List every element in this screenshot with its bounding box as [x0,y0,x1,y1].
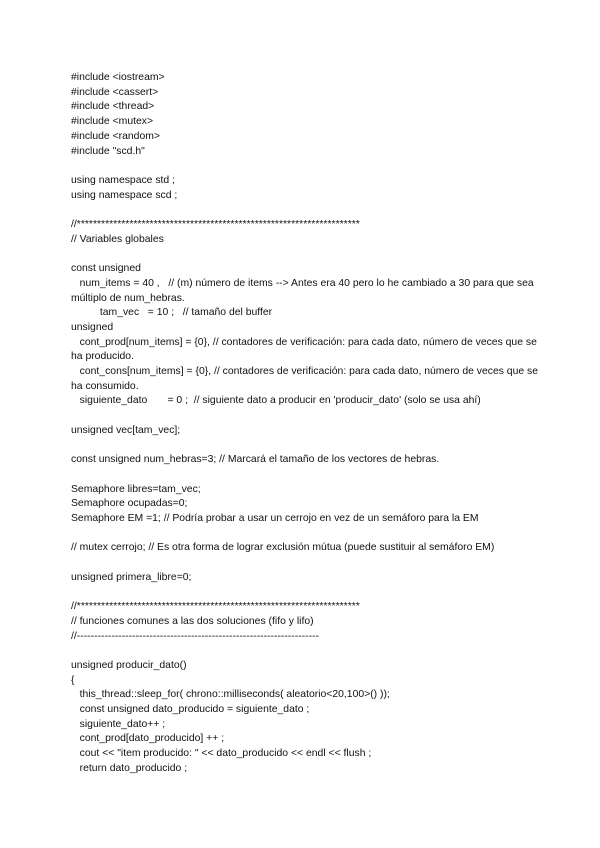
code-line: #include "scd.h" [71,145,145,157]
code-line: // funciones comunes a las dos soluciones (fifo y lifo) [71,615,314,627]
blank-line [71,556,541,571]
code-line: #include <random> [71,130,160,142]
code-line: tam_vec = 10 ; // tamaño del buffer [71,307,273,319]
code-line: num_items = 40 , // (m) número de items --> Antes era 40 pero lo he cambiado a 30 para que sea múltiplo de num_hebras. [71,277,537,304]
code-line: return dato_producido ; [71,762,188,774]
code-line: unsigned producir_dato() [71,659,187,671]
code-line: const unsigned dato_producido = siguiente_dato ; [71,704,310,716]
blank-line [71,468,541,483]
code-line: cont_prod[num_items] = {0}, // contadores de verificación: para cada dato, número de veces que se ha producido. [71,336,540,363]
code-line: // mutex cerrojo; // Es otra forma de lograr exclusión mútua (puede sustituir al semáforo EM) [71,542,495,554]
code-line: #include <cassert> [71,86,159,98]
blank-line [71,409,541,424]
blank-line [71,247,541,262]
code-line: unsigned primera_libre=0; [71,571,192,583]
code-line: Semaphore libres=tam_vec; [71,483,201,495]
code-line: #include <thread> [71,101,155,113]
blank-line [71,585,541,600]
comment-separator-line: //********************************************************************** [71,219,360,230]
code-line: const unsigned num_hebras=3; // Marcará el tamaño de los vectores de hebras. [71,454,440,466]
comment-separator-line: //---------------------------------------------------------------------- [71,630,319,642]
code-line: unsigned vec[tam_vec]; [71,424,181,436]
code-line: unsigned [71,321,114,333]
code-line: Semaphore ocupadas=0; [71,498,188,510]
code-line: cout << "item producido: " << dato_producido << endl << flush ; [71,748,372,760]
source-code-listing [71,71,541,777]
blank-line [71,439,541,454]
blank-line [71,159,541,174]
code-line: siguiente_dato++ ; [71,718,166,730]
code-line: siguiente_dato = 0 ; // siguiente dato a producir en 'producir_dato' (solo se usa ahí) [71,395,481,407]
code-line: Semaphore EM =1; // Podría probar a usar un cerrojo en vez de un semáforo para la EM [71,513,479,524]
code-line: #include <mutex> [71,116,154,128]
code-line: #include <iostream> [71,72,165,83]
comment-separator-line: //********************************************************************** [71,601,360,613]
code-line: const unsigned [71,263,141,275]
blank-line [71,203,541,218]
code-line: { [71,674,75,686]
blank-line [71,644,541,659]
code-line: using namespace std ; [71,174,175,186]
code-line: cont_cons[num_items] = {0}, // contadores de verificación: para cada dato, número de veces que se ha consumido. [71,366,541,392]
code-line: this_thread::sleep_for( chrono::milliseconds( aleatorio<20,100>() )); [71,689,390,701]
code-line: // Variables globales [71,233,164,245]
blank-line [71,527,541,542]
code-line: using namespace scd ; [71,189,178,201]
code-line: cont_prod[dato_producido] ++ ; [71,733,225,745]
